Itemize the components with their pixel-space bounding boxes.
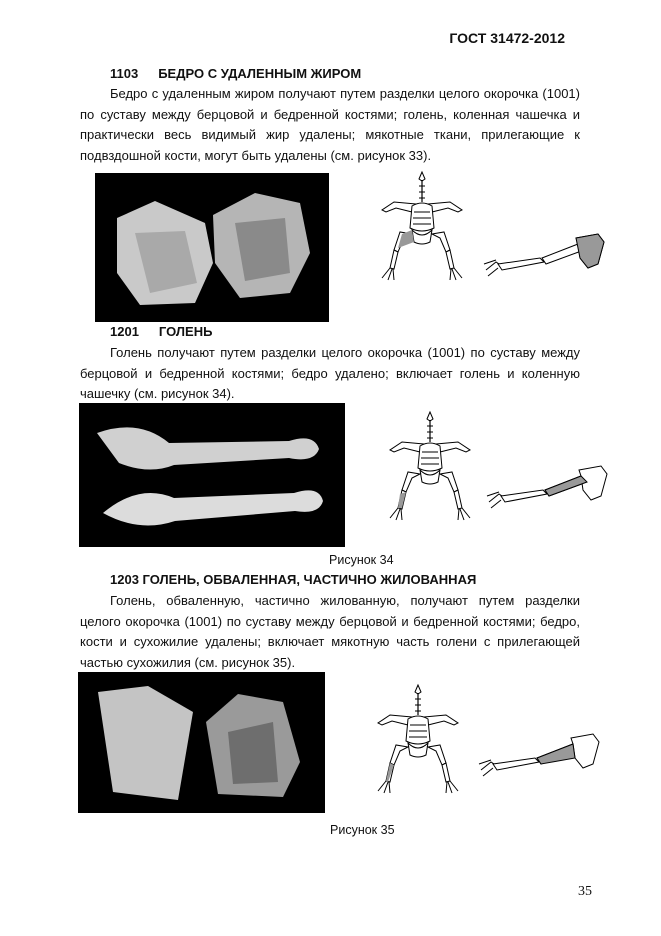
skeleton-diagram: [368, 681, 468, 801]
standard-number: ГОСТ 31472-2012: [449, 30, 565, 46]
section-heading: [110, 324, 212, 339]
section-title: ГОЛЕНЬ: [158, 324, 213, 339]
leg-diagram: [475, 728, 605, 788]
section-heading: [110, 66, 361, 81]
skeleton-diagram: [380, 408, 480, 528]
section-code: 1203: [110, 572, 139, 587]
thigh-photo: [95, 173, 329, 322]
section-text: Голень, обваленную, частично жилованную, получают путем разделки целого окорочка (1001) по суставу между берцовой и бедренной костями; бедро, кости и сухожилие удалены; включает мякотную часть голени с прилегающей частью сухожилия (см. рисунок 35).: [80, 593, 580, 670]
section-heading: [110, 572, 476, 587]
figure-caption: Рисунок 35: [330, 823, 395, 837]
leg-diagram: [480, 228, 610, 288]
section-code: 1103: [110, 66, 139, 81]
boned-drumstick-photo: [78, 672, 325, 813]
section-text: Голень получают путем разделки целого окорочка (1001) по суставу между берцовой и бедренной костями; бедро удалено; включает голень и коленную чашечку (см. рисунок 34).: [80, 345, 580, 401]
section-code: 1201: [110, 324, 139, 339]
page-number: 35: [578, 884, 592, 899]
skeleton-diagram: [372, 168, 472, 288]
section-text: Бедро с удаленным жиром получают путем разделки целого окорочка (1001) по суставу между берцовой и бедренной костями; голень, коленная чашечка и практически весь видимый жир удалены; мякотные ткани, прилегающие к подвздошной кости, могут быть удалены (см. рисунок 33).: [80, 86, 580, 163]
section-title: БЕДРО С УДАЛЕННЫМ ЖИРОМ: [158, 66, 362, 81]
leg-diagram: [483, 460, 613, 520]
drumstick-photo: [79, 403, 345, 547]
figure-caption: Рисунок 34: [329, 553, 394, 567]
section-title: ГОЛЕНЬ, ОБВАЛЕННАЯ, ЧАСТИЧНО ЖИЛОВАННАЯ: [142, 572, 477, 587]
